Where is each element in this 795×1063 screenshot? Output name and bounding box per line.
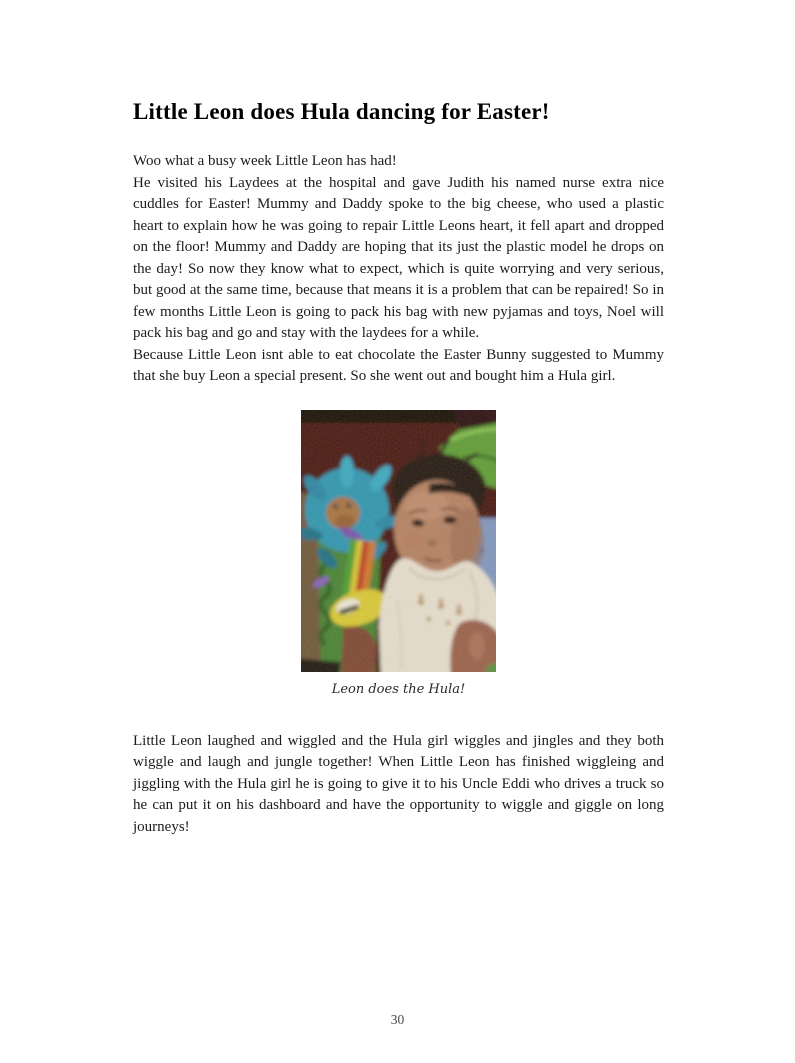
final-paragraph-block bbox=[133, 731, 664, 839]
leon-hula-photo-art bbox=[301, 410, 496, 672]
photo-figure bbox=[301, 410, 496, 697]
paragraph: He visited his Laydees at the hospital and gave Judith his named nurse extra nice cuddles for Easter! Mummy and Daddy spoke to the big cheese, who used a plastic heart to explain how he was going to repair Little Leons heart, it fell apart and dropped on the floor! Mummy and Daddy are hoping that its just the plastic model he drops on the day! So now they know what to expect, which is quite worrying and very serious, but good at the same time, because that means it is a problem that can be repaired! So in few months Little Leon is going to pack his bag with new pyjamas and toys, Noel will pack his bag and go and stay with the laydees for a while. bbox=[133, 174, 664, 341]
page-content bbox=[133, 99, 664, 853]
paragraph: Woo what a busy week Little Leon has had! bbox=[133, 153, 397, 169]
body-text-block bbox=[133, 151, 664, 388]
leon-hula-photo bbox=[301, 410, 496, 672]
page-number: 30 bbox=[390, 1012, 405, 1027]
paragraph: Because Little Leon isnt able to eat chocolate the Easter Bunny suggested to Mummy that she buy Leon a special present. So she went out and bought him a Hula girl. bbox=[133, 346, 664, 384]
page-title: Little Leon does Hula dancing for Easter! bbox=[133, 99, 550, 124]
photo-caption: Leon does the Hula! bbox=[331, 681, 466, 697]
paragraph: Little Leon laughed and wiggled and the Hula girl wiggles and jingles and they both wiggle and laugh and jungle together! When Little Leon has finished wiggleing and jiggling with the Hula girl he is going to give it to his Uncle Eddi who drives a truck so he can put it on his dashboard and have the opportunity to wiggle and giggle on long journeys! bbox=[133, 732, 664, 835]
